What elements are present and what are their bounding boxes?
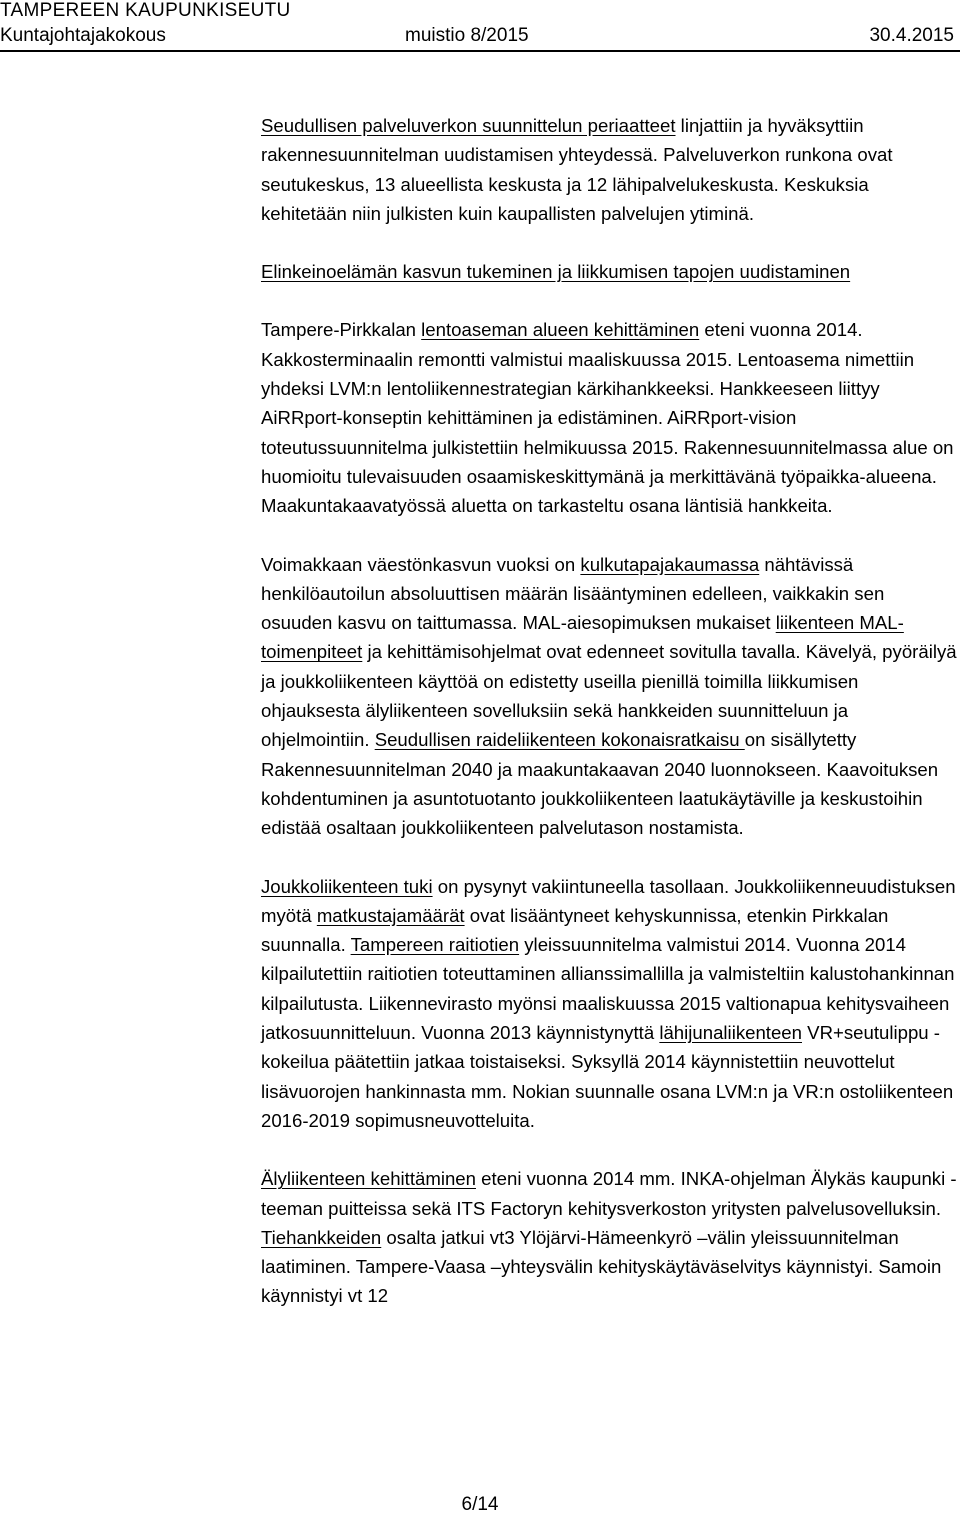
- link-airport-development[interactable]: lentoaseman alueen kehittäminen: [421, 319, 700, 341]
- meeting-date: 30.4.2015: [869, 25, 954, 46]
- meeting-name: Kuntajohtajakokous: [0, 25, 166, 46]
- link-service-network-principles[interactable]: Seudullisen palveluverkon suunnittelun periaatteet: [261, 115, 676, 136]
- link-modal-split[interactable]: kulkutapajakaumassa: [580, 553, 760, 575]
- page-header: [0, 0, 960, 52]
- paragraph-text: yleissuunnitelma valmistui 2014. Vuonna 2014 kilpailutettiin raitiotien toteuttaminen allianssimallilla ja valmisteltiin kalustohankinnan kilpailutusta. Liikennevirasto myönsi maaliskuussa 2015 valtionapua kehitysvaiheen jatkosuunnitteluun. Vuonna 2013 käynnistynyttä: [261, 934, 955, 1044]
- paragraph-text: ovat lisääntyneet kehyskunnissa, etenkin Pirkkalan suunnalla.: [261, 904, 889, 956]
- paragraph-public-transport: [261, 872, 957, 1136]
- header-rule: [0, 50, 960, 52]
- paragraph-text: eteni vuonna 2014 mm. INKA-ohjelman Älykäs kaupunki -teeman puitteissa sekä ITS Factoryn kehitysverkoston yritysten palvelusovelluksin.: [261, 1168, 957, 1219]
- paragraph-text: Voimakkaan väestönkasvun vuoksi on: [261, 553, 581, 575]
- link-local-train-traffic[interactable]: lähijunaliikenteen: [659, 1022, 802, 1044]
- section-heading: Elinkeinoelämän kasvun tukeminen ja liikkumisen tapojen uudistaminen: [261, 261, 851, 283]
- paragraph-intelligent-transport: [261, 1164, 957, 1310]
- paragraph-text: nähtävissä henkilöautoilun absoluuttisen määrän lisääntyminen edelleen, vaikkakin sen osuuden kasvu on taittumassa. MAL-aiesopimuksen mukaiset: [261, 553, 885, 634]
- header-meta-row: [0, 25, 960, 49]
- paragraph-gap: [261, 843, 957, 872]
- link-public-transport-support[interactable]: Joukkoliikenteen tuki: [261, 875, 433, 897]
- paragraph-text: osalta jatkui vt3 Ylöjärvi-Hämeenkyrö –välin yleissuunnitelman laatiminen. Tampere-Vaasa –yhteysvälin kehityskäytäväselvitys käynnistyi. Samoin käynnistyi vt 12: [261, 1226, 942, 1307]
- link-mal-measures[interactable]: liikenteen MAL-toimenpiteet: [261, 612, 904, 663]
- link-tampere-tramway[interactable]: Tampereen raitiotien: [350, 934, 520, 956]
- link-road-projects[interactable]: Tiehankkeiden: [261, 1226, 382, 1248]
- document-body: [261, 111, 957, 1311]
- paragraph-gap: [261, 521, 957, 550]
- paragraph-text: linjattiin ja hyväksyttiin rakennesuunnitelman uudistamisen yhteydessä. Palveluverkon runkona ovat seutukeskus, 13 alueellista keskusta ja 12 lähipalvelukeskusta. Keskuksia kehitetään niin julkisten kuin kaupallisten palvelujen ytiminä.: [261, 115, 893, 224]
- minutes-number: muistio 8/2015: [405, 25, 529, 46]
- paragraph-text: on pysynyt vakiintuneella tasollaan. Joukkoliikenneuudistuksen myötä: [261, 875, 956, 926]
- page-number: 6/14: [461, 1494, 499, 1515]
- paragraph-gap: [261, 1135, 957, 1164]
- paragraph-gap: [261, 286, 957, 315]
- link-intelligent-transport[interactable]: Älyliikenteen kehittäminen: [261, 1168, 476, 1190]
- paragraph-text: ja kehittämisohjelmat ovat edenneet sovitulla tavalla. Kävelyä, pyöräilyä ja joukkoliikenteen käyttöä on edistetty useilla pienillä toimilla liikkumisen ohjauksesta älyliikenteen sovelluksiin sekä hankkeiden suunnitteluun ja ohjelmointiin.: [261, 641, 957, 751]
- link-rail-solution[interactable]: Seudullisen raideliikenteen kokonaisratkaisu: [374, 729, 745, 751]
- paragraph-airport: [261, 315, 957, 520]
- paragraph-text: VR+seutulippu -kokeilua päätettiin jatkaa toistaiseksi. Syksyllä 2014 käynnistettiin neuvottelut lisävuorojen hankinnasta mm. Nokian suunnalle osana LVM:n ja VR:n ostoliikenteen 2016-2019 sopimusneuvotteluita.: [261, 1022, 954, 1131]
- paragraph-modal-split: [261, 550, 957, 843]
- paragraph-text: eteni vuonna 2014. Kakkosterminaalin remontti valmistui maaliskuussa 2015. Lentoasema nimettiin yhdeksi LVM:n lentoliikennestrategian kärkihankkeeksi. Hankkeeseen liittyy AiRRport-konseptin kehittäminen ja edistäminen. AiRRport-vision toteutussuunnitelma julkistettiin helmikuussa 2015. Rakennesuunnitelmassa alue on huomioitu tulevaisuuden osaamiskeskittymänä ja merkittävänä työpaikka-alueena. Maakuntakaavatyössä aluetta on tarkasteltu osana läntisiä hankkeita.: [261, 319, 954, 517]
- paragraph-gap: [261, 228, 957, 257]
- link-passenger-numbers[interactable]: matkustajamäärät: [316, 904, 465, 926]
- paragraph-text: on sisällytetty Rakennesuunnitelman 2040 ja maakuntakaavan 2040 luonnokseen. Kaavoituksen kohdentuminen ja asuntotuotanto joukkoliikenteen laatukäytäville ja keskustoihin edistää osaltaan joukkoliikenteen palvelutason nostamista.: [261, 729, 939, 839]
- organization-name: TAMPEREEN KAUPUNKISEUTU: [0, 0, 291, 21]
- paragraph-text: Tampere-Pirkkalan: [261, 319, 422, 341]
- paragraph-service-network: [261, 111, 957, 228]
